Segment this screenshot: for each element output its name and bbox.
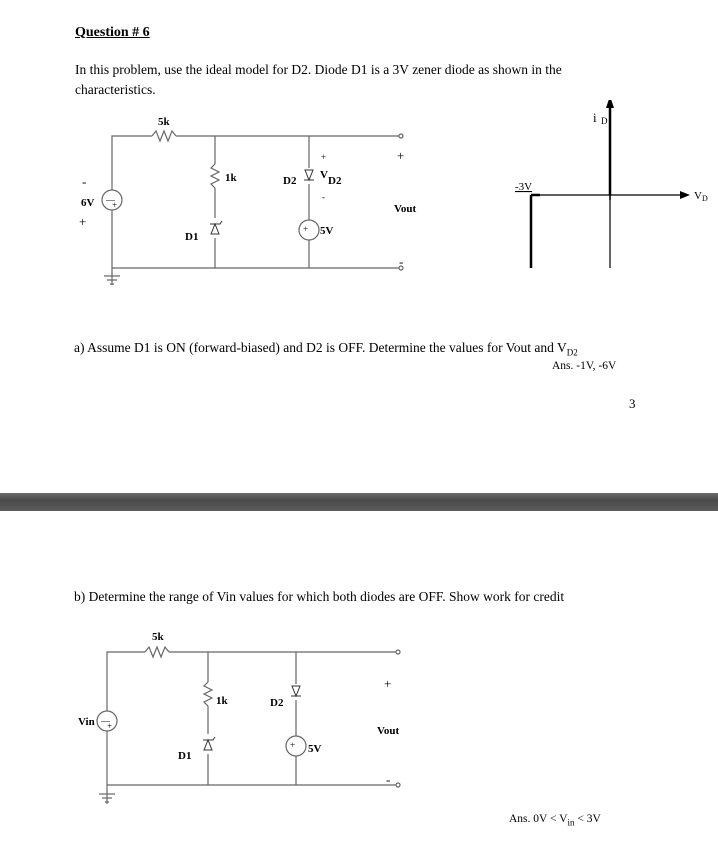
input-plus: + [79, 214, 87, 229]
zener-characteristic-plot [0, 100, 718, 300]
part-a-question: a) Assume D1 is ON (forward-biased) and D2 is OFF. Determine the values for Vout and $V_{D2}$ [74, 340, 578, 358]
diode-d2-label-b: D2 [270, 697, 284, 709]
id-label: i [593, 110, 597, 125]
input-minus: - [82, 174, 87, 189]
vout-label-b: Vout [377, 725, 400, 737]
diode-d1-label: D1 [185, 231, 199, 243]
diode-d1-label-b: D1 [178, 750, 192, 762]
page-number: 3 [629, 396, 636, 411]
page-separator [0, 493, 718, 511]
vout-minus-b: - [386, 772, 391, 787]
diode-d2-symbol-b [291, 686, 301, 696]
vd2-plus: + [321, 152, 327, 162]
vd2-label: V [320, 169, 328, 181]
id-subscript: D [601, 116, 608, 126]
diode-d2-label: D2 [283, 175, 297, 187]
resistor-1k-label-b: 1k [216, 695, 228, 707]
vin-source-plus: + [107, 721, 113, 731]
question-title: Question # 6 [75, 25, 150, 40]
zener-voltage-label: -3V [515, 181, 533, 193]
zener-diode-d1-symbol-b [203, 737, 215, 750]
dc-source-value: 5V [320, 225, 334, 237]
vd2-subscript: D2 [328, 175, 342, 187]
source-minus-mark: — [106, 195, 115, 205]
resistor-5k-label-b: 5k [152, 631, 164, 643]
dc-source-value-b: 5V [308, 743, 322, 755]
vout-plus-b: + [384, 676, 392, 691]
input-voltage-label: 6V [81, 197, 95, 209]
part-a-answer: Ans. -1V, -6V [552, 360, 617, 372]
vd-label: V [694, 190, 702, 202]
vd2-minus: - [322, 192, 325, 202]
vout-minus: - [399, 254, 404, 269]
vout-plus: + [397, 148, 405, 163]
vd-subscript: D [702, 194, 708, 203]
vout-label: Vout [394, 203, 417, 215]
problem-intro: In this problem, use the ideal model for D2. Diode D1 is a 3V zener diode as shown in the characteristics. [75, 62, 562, 97]
dc-source-plus-b: + [290, 740, 296, 750]
resistor-1k-label: 1k [225, 172, 237, 184]
source-plus-mark: + [112, 200, 118, 210]
vd-axis-arrow [680, 191, 690, 199]
circuit-b-diagram [0, 626, 718, 826]
dc-source-plus-mark: + [303, 224, 309, 234]
vin-source-minus: — [101, 716, 110, 726]
resistor-5k-label: 5k [158, 116, 170, 128]
id-axis-arrow [606, 100, 614, 108]
document-page-2 [0, 511, 718, 853]
part-b-question: b) Determine the range of Vin values for which both diodes are OFF. Show work for credit [74, 589, 565, 604]
part-b-answer: Ans. $0V < V_{in} < 3V$ [509, 813, 601, 828]
vin-label: Vin [78, 716, 95, 728]
